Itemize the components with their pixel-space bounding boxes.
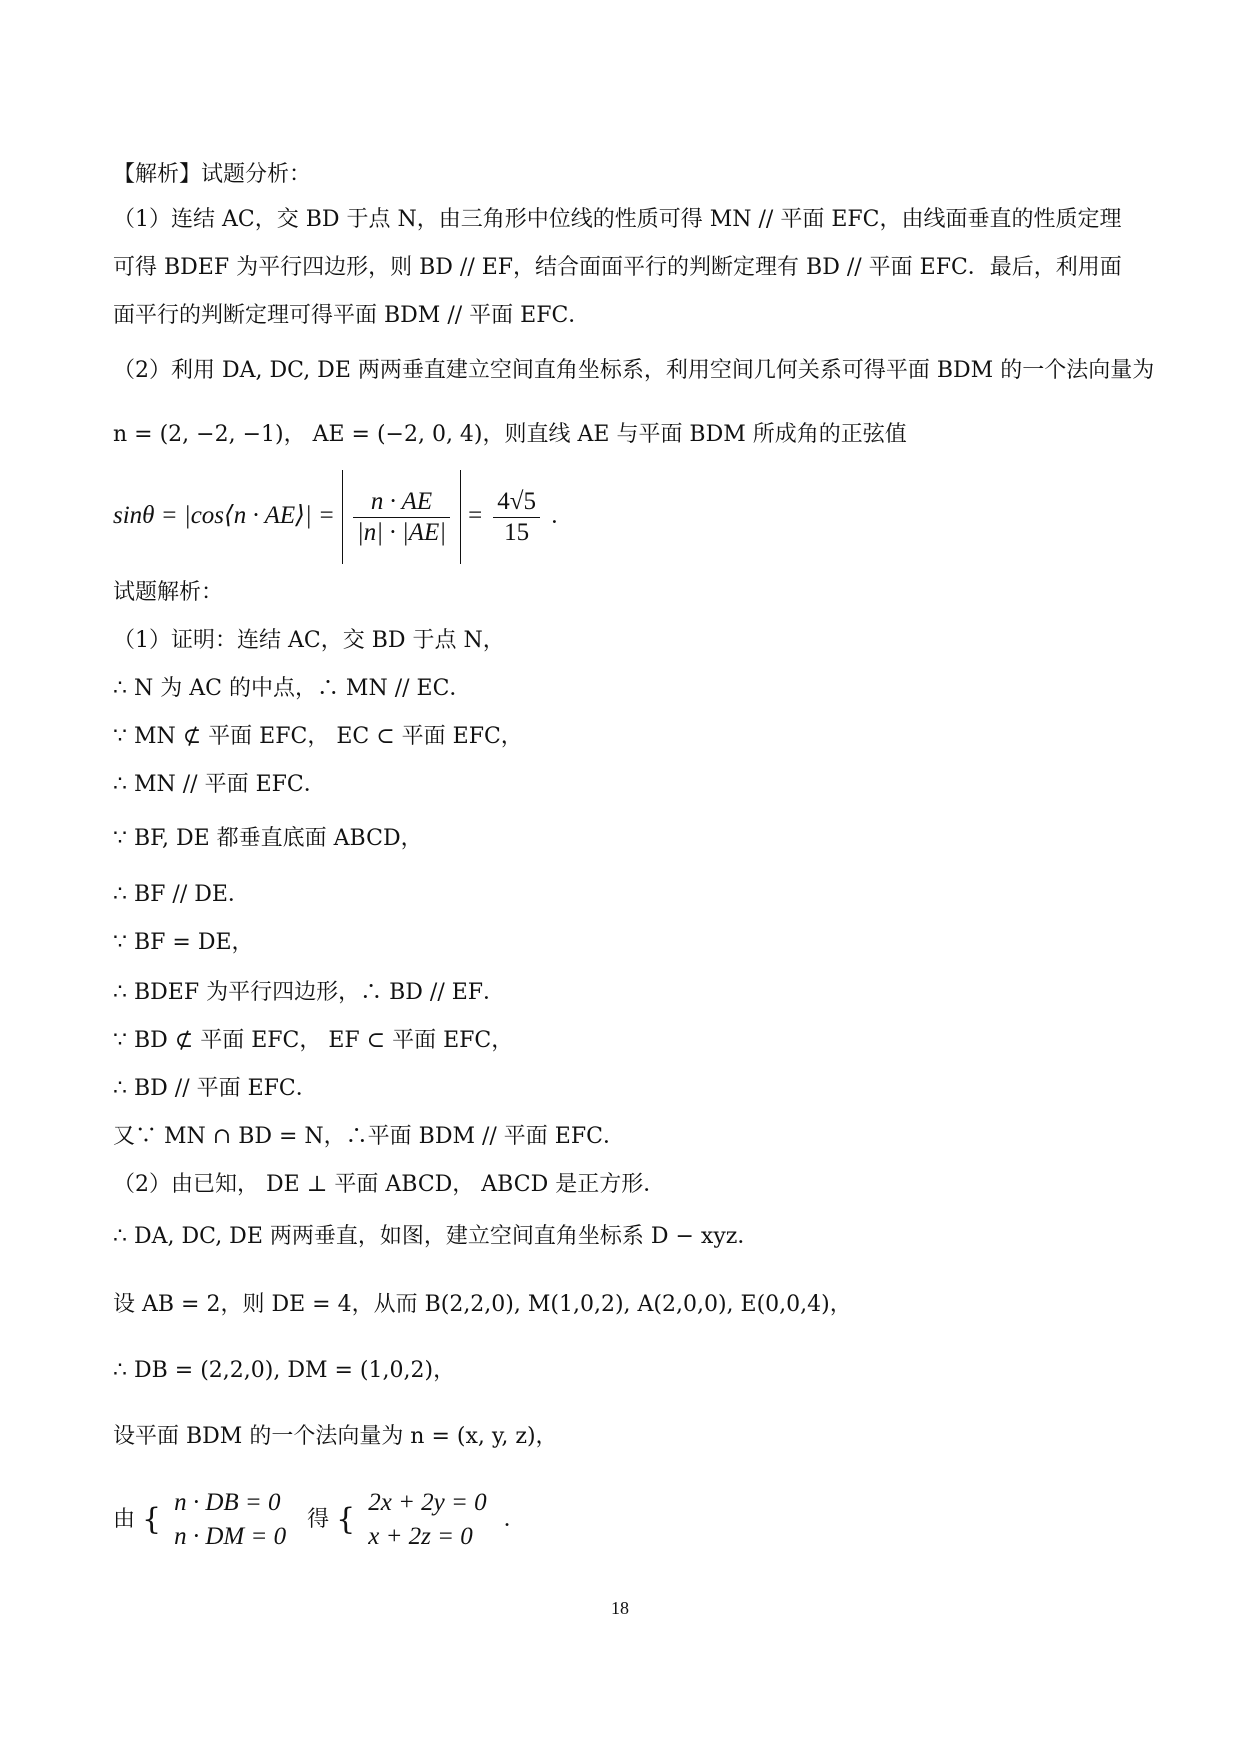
system-left <box>174 1486 286 1554</box>
solution-line: 设 AB = 2，则 DE = 4，从而 B(2,2,0), M(1,0,2), A(2,0,0), E(0,0,4)， <box>113 1292 852 1317</box>
sine-end: ． <box>551 504 574 529</box>
analysis-heading: 【解析】试题分析： <box>113 162 312 187</box>
sine-result-fraction <box>493 487 540 548</box>
solution-line: ∴ BD // 平面 EFC． <box>113 1076 318 1101</box>
sine-result-denominator: 15 <box>504 518 530 546</box>
solution-line: ∴ BF // DE． <box>113 882 250 907</box>
system-right-eq2: x + 2z = 0 <box>368 1523 473 1550</box>
equation-system <box>113 1480 1130 1560</box>
left-brace-icon: { <box>142 1502 162 1537</box>
solution-line: ∴ DA, DC, DE 两两垂直，如图，建立空间直角坐标系 D − xyz． <box>113 1224 760 1249</box>
sine-formula <box>113 470 1130 560</box>
solution-line: ∴ BDEF 为平行四边形，∴ BD // EF． <box>113 980 506 1005</box>
solution-line: 设平面 BDM 的一个法向量为 n = (x, y, z)， <box>113 1424 558 1449</box>
solution-line: ∴ MN // 平面 EFC． <box>113 772 326 797</box>
sine-abs-bars <box>342 470 461 564</box>
system-prefix: 由 <box>113 1507 136 1532</box>
solution-line: （1）证明：连结 AC，交 BD 于点 N， <box>113 628 505 653</box>
solution-line: ∵ BF = DE， <box>113 930 254 955</box>
solution-line: ∵ BD ⊄ 平面 EFC， EF ⊂ 平面 EFC， <box>113 1028 514 1053</box>
right-system-brace-icon: { <box>336 1502 356 1537</box>
sine-lhs: sinθ = |cos⟨n · AE⟩| = <box>113 502 335 529</box>
analysis-part2: （2）利用 DA, DC, DE 两两垂直建立空间直角坐标系，利用空间几何关系可得平面 BDM 的一个法向量为 <box>113 358 1155 383</box>
solution-line: ∴ N 为 AC 的中点，∴ MN // EC． <box>113 676 472 701</box>
system-right <box>368 1486 486 1554</box>
system-left-eq2: n · DM = 0 <box>174 1523 287 1550</box>
solution-line: ∴ DB = (2,2,0), DM = (1,0,2)， <box>113 1358 456 1383</box>
sine-numerator: n · AE <box>353 487 450 518</box>
solution-line: 又∵ MN ∩ BD = N，∴平面 BDM // 平面 EFC． <box>113 1124 625 1149</box>
system-end: ． <box>503 1507 526 1532</box>
page-number: 18 <box>611 1598 629 1618</box>
solution-line: （2）由已知， DE ⊥ 平面 ABCD， ABCD 是正方形． <box>113 1172 666 1197</box>
sine-denominator: |n| · |AE| <box>356 518 447 546</box>
system-right-eq1: 2x + 2y = 0 <box>368 1489 487 1516</box>
sine-fraction <box>353 487 450 548</box>
normal-vector-line: n = (2, −2, −1)， AE = (−2, 0, 4)，则直线 AE 与平面 BDM 所成角的正弦值 <box>113 422 907 447</box>
sine-equals: = <box>468 502 483 529</box>
solution-line: ∵ MN ⊄ 平面 EFC， EC ⊂ 平面 EFC， <box>113 724 523 749</box>
system-left-eq1: n · DB = 0 <box>174 1489 281 1516</box>
solution-heading: 试题解析： <box>113 580 224 605</box>
sine-result-numerator: 4√5 <box>493 487 540 518</box>
solution-line: ∵ BF, DE 都垂直底面 ABCD， <box>113 826 423 851</box>
system-mid: 得 <box>307 1507 330 1532</box>
analysis-part1: （1）连结 AC，交 BD 于点 N，由三角形中位线的性质可得 MN // 平面 EFC，由线面垂直的性质定理可得 BDEF 为平行四边形，则 BD // EF，结合面面平行的判断定理有 BD // 平面 EFC．最后，利用面面平行的判断定理可得平面 BDM // 平面 EFC． <box>113 207 1122 328</box>
